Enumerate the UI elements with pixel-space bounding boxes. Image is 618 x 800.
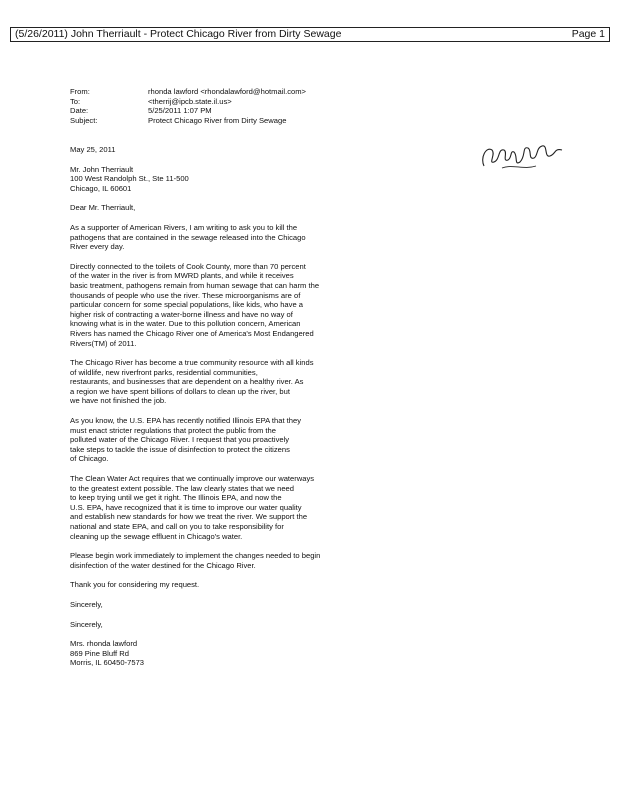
sender-city: Morris, IL 60450-7573 [70,658,145,668]
meta-from-row [70,87,306,97]
recipient-name: Mr. John Therriault [70,164,134,174]
date-label: Date: [70,106,89,116]
handwritten-stamp [478,138,568,174]
meta-date-row [70,106,306,116]
to-label: To: [70,96,81,106]
paragraph: The Chicago River has become a true community resource with all kinds of wildlife, new riverfront parks, residential communities, restaurants, and businesses that are dependent on a healthy river. As a region we have spent billions of dollars to clean up the river, but we have not finished the job. [70,358,314,406]
from-value: rhonda lawford <rhondalawford@hotmail.com> [148,87,306,96]
recipient-street: 100 West Randolph St., Ste 11-500 [70,174,189,184]
header-title: (5/26/2011) John Therriault - Protect Chicago River from Dirty Sewage [15,28,342,40]
sender-name: Mrs. rhonda lawford [70,639,138,649]
closing: Sincerely, [70,599,103,609]
paragraph: Directly connected to the toilets of Cook County, more than 70 percent of the water in the river is from MWRD plants, and while it receives basic treatment, pathogens remain from human sewage that can harm the thousands of people who use the river. These microorganisms are of particular concern for some special populations, like kids, who have a higher risk of contracting a water-borne illness and have no way of knowing what is in the water. Due to this pollution concern, American Rivers has named the Chicago River one of America's Most Endangered Rivers(TM) of 2011. [70,261,320,348]
paragraph: The Clean Water Act requires that we continually improve our waterways to the greatest extent possible. The law clearly states that we need to keep trying until we get it right. The Illinois EPA, and now the U.S. EPA, have recognized that it is time to improve our water quality and establish new standards for how we treat the river. We support the national and state EPA, and call on you to take responsibility for cleaning up the sewage effluent in Chicago's water. [70,474,315,541]
paragraph: As you know, the U.S. EPA has recently notified Illinois EPA that they must enact stricter regulations that protect the public from the polluted water of the Chicago River. I request that you proactively take steps to tackle the issue of disinfection to protect the citizens of Chicago. [70,416,302,464]
meta-subject-row [70,116,306,126]
from-label: From: [70,87,90,96]
paragraph: Please begin work immediately to implement the changes needed to begin disinfection of the water destined for the Chicago River. [70,551,321,570]
meta-to-row [70,97,306,107]
sender-street: 869 Pine Bluff Rd [70,648,129,658]
letter-date: May 25, 2011 [70,145,116,154]
paragraph: Thank you for considering my request. [70,580,200,590]
email-meta [70,87,306,125]
salutation: Dear Mr. Therriault, [70,203,136,213]
page-number: Page 1 [571,28,605,40]
subject-value: Protect Chicago River from Dirty Sewage [148,115,287,125]
recipient-city: Chicago, IL 60601 [70,183,132,193]
subject-label: Subject: [70,115,98,125]
date-value: 5/25/2011 1:07 PM [148,106,212,116]
sender-address [70,639,370,668]
letter-body [70,145,370,668]
paragraph: As a supporter of American Rivers, I am writing to ask you to kill the pathogens that are contained in the sewage released into the Chicago River every day. [70,222,306,252]
header-bar [10,27,610,42]
closing: Sincerely, [70,619,103,629]
to-value: <therrij@ipcb.state.il.us> [148,96,232,106]
recipient-address [70,165,370,194]
